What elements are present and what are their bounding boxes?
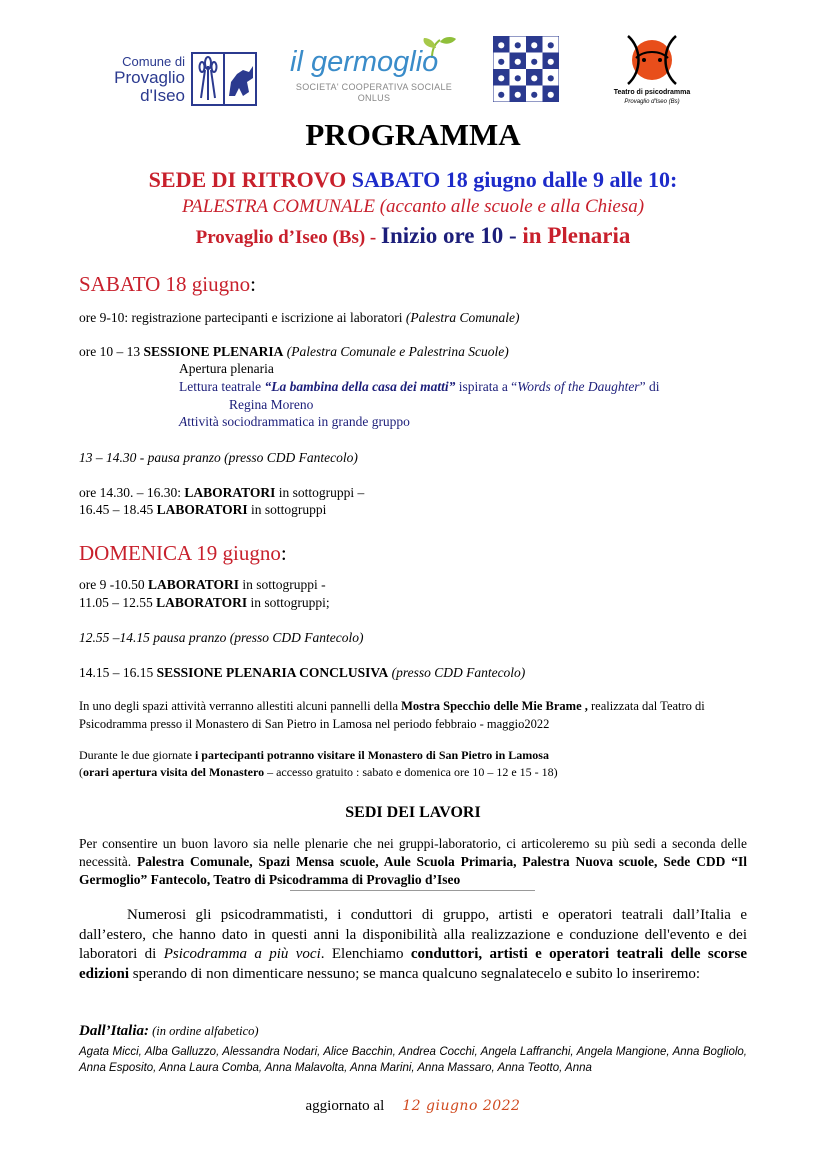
domenica-conclusiva (79, 664, 747, 682)
domenica-heading-text: DOMENICA 19 giugno (79, 541, 281, 565)
monastero-d: orari apertura visita del Monastero (83, 765, 265, 779)
concl-bold: SESSIONE PLENARIA CONCLUSIVA (156, 665, 389, 680)
comune-provaglio-logo (105, 52, 265, 108)
plenaria-text: in Plenaria (522, 223, 631, 248)
lettura-author: Regina Moreno (229, 397, 314, 412)
attivita-text: ttività sociodrammatica in grande gruppo (187, 414, 410, 429)
sedi-list: Palestra Comunale, Spazi Mensa scuole, Aule Scuola Primaria, Palestra Nuova scuole, Sede CDD “Il Germoglio” Fantecolo, Teatro di Psicodramma di Provaglio d’Iseo (79, 854, 747, 887)
concl-place: (presso CDD Fantecolo) (388, 665, 526, 680)
sabato-plenaria (79, 343, 747, 361)
italia-note: (in ordine alfabetico) (149, 1024, 259, 1038)
sabato-heading (79, 272, 256, 297)
numerosi-c: . Elenchiamo (320, 946, 411, 962)
dom-lab2-rest: in sottogruppi; (247, 595, 330, 610)
footer-date: 12 giugno 2022 (402, 1098, 521, 1114)
sab-lab1-bold: LABORATORI (184, 485, 276, 500)
monastero-c: ( (79, 765, 83, 779)
sabato-pausa: 13 – 14.30 - pausa pranzo (presso CDD Fantecolo) (79, 450, 358, 465)
numerosi-a: Numerosi gli psicodrammatisti, i conduttori di gruppo, artisti e operatori teatrali dall’Italia e dall’estero, che hanno dato in questi anni la disponibilità alla realizzazione e conduzione dell'evento e dei laboratori di (79, 907, 747, 962)
domenica-lab2 (79, 594, 747, 612)
concl-time: 14.15 – 16.15 (79, 665, 157, 680)
dom-lab2-time: 11.05 – 12.55 (79, 595, 157, 610)
monastero-b: i partecipanti potranno visitare il Monastero di San Pietro in Lamosa (194, 748, 549, 762)
teatro-line2: Provaglio d'Iseo (Bs) (624, 99, 680, 105)
lettura-teatrale (179, 378, 739, 396)
italia-title: Dall’Italia: (79, 1023, 149, 1039)
italia-names: Agata Micci, Alba Galluzzo, Alessandra Nodari, Alice Bacchin, Andrea Cocchi, Angela Laffranchi, Angela Mangione, Anna Bogliolo, Anna Esposito, Anna Laura Comba, Anna Malavolta, Anna Marini, Anna Massaro, Anna Teotto, Anna (79, 1046, 747, 1074)
domenica-heading (79, 541, 287, 566)
palestra-line: PALESTRA COMUNALE (accanto alle scuole e alla Chiesa) (181, 196, 645, 217)
numerosi-paragraph (79, 906, 747, 984)
inizio-line (0, 223, 826, 249)
germoglio-sub2: ONLUS (357, 93, 391, 103)
mostra-title: Mostra Specchio delle Mie Brame , (401, 699, 588, 713)
lettura-title: “La bambina della casa dei matti” (264, 379, 456, 394)
sedi-heading: SEDI DEI LAVORI (345, 804, 481, 821)
teatro-mask-icon (622, 32, 682, 88)
logo-bar (0, 30, 826, 110)
mostra-a: In uno degli spazi attività verranno allestiti alcuni pannelli della (79, 699, 402, 713)
footer-updated (0, 1098, 826, 1115)
comune-line3: d'Iseo (140, 86, 185, 105)
dom-lab2-bold: LABORATORI (156, 595, 248, 610)
sab-lab2-rest: in sottogruppi (247, 502, 327, 517)
attivita-initial: A (179, 414, 188, 429)
ritrovo-date: SABATO 18 giugno dalle 9 alle 10: (351, 167, 678, 192)
lettura-source: Words of the Daughter (517, 379, 640, 394)
sab-lab1-rest: in sottogruppi – (275, 485, 365, 500)
dom-lab1-bold: LABORATORI (147, 577, 240, 592)
ritrovo-line (0, 167, 826, 193)
mostra-paragraph (79, 697, 747, 733)
lettura-di: ” di (639, 379, 660, 394)
comune-logo-text (105, 54, 185, 105)
germoglio-subtitle (288, 82, 460, 104)
italia-heading (79, 1022, 747, 1040)
comune-crest-icon (191, 52, 257, 106)
sab-lab2-time: 16.45 – 18.45 (79, 502, 157, 517)
inizio-text: Inizio ore 10 - (381, 223, 523, 248)
footer-label: aggiornato al (305, 1098, 385, 1114)
domenica-lab1 (79, 576, 747, 594)
page-title: PROGRAMMA (305, 117, 521, 152)
monastero-e: – accesso gratuito : sabato e domenica ore 10 – 12 e 15 - 18) (264, 765, 558, 779)
hands-checkerboard-logo-icon (493, 36, 559, 102)
sedi-a: Per consentire un buon lavoro sia nelle plenarie che nei gruppi-laboratorio, ci articoleremo su più sedi a seconda delle necessità. (79, 836, 747, 869)
dom-lab1-rest: in sottogruppi - (239, 577, 326, 592)
numerosi-e: sperando di non dimenticare nessuno; se manca qualcuno segnalatecelo e subito lo inseriremo: (129, 965, 701, 982)
numerosi-d: conduttori, artisti e operatori teatrali delle scorse edizioni (79, 946, 748, 982)
attivita-sociodrammatica (179, 413, 739, 431)
sab-lab1-time: ore 14.30. – 16.30: (79, 485, 185, 500)
domenica-colon: : (280, 541, 287, 565)
teatro-psicodramma-logo (608, 30, 696, 110)
germoglio-logo (288, 36, 468, 106)
apertura-plenaria: Apertura plenaria (179, 361, 274, 376)
plen-time: ore 10 – 13 (79, 344, 144, 359)
lettura-label: Lettura teatrale (179, 379, 265, 394)
ritrovo-label: SEDE DI RITROVO (148, 167, 352, 192)
location-text: Provaglio d’Iseo (Bs) - (195, 227, 382, 248)
lettura-ispirata: ispirata a “ (455, 379, 518, 394)
separator-line (290, 890, 535, 891)
germoglio-name: il germoglio (290, 46, 439, 78)
germoglio-sub1: SOCIETA' COOPERATIVA SOCIALE (295, 82, 453, 92)
dom-lab1-time: ore 9 -10.50 (79, 577, 148, 592)
reg-text: ore 9-10: registrazione partecipanti e iscrizione ai laboratori (79, 310, 406, 325)
domenica-pausa: 12.55 –14.15 pausa pranzo (presso CDD Fantecolo) (79, 630, 364, 645)
monastero-paragraph (79, 747, 747, 781)
sabato-colon: : (250, 272, 256, 296)
sabato-registrazione (79, 309, 747, 327)
comune-line2: Provaglio (114, 68, 185, 87)
reg-place: (Palestra Comunale) (405, 310, 520, 325)
sedi-paragraph (79, 835, 747, 889)
sabato-heading-text: SABATO 18 giugno (79, 272, 251, 296)
sabato-lab1 (79, 484, 747, 502)
sab-lab2-bold: LABORATORI (156, 502, 248, 517)
teatro-line1: Teatro di psicodramma (613, 89, 691, 96)
monastero-a: Durante le due giornate (79, 748, 195, 762)
numerosi-b: Psicodramma a più voci (163, 946, 321, 962)
plen-place: (Palestra Comunale e Palestrina Scuole) (283, 344, 509, 359)
comune-line1: Comune di (122, 54, 185, 69)
mostra-c: realizzata dal Teatro di Psicodramma presso il Monastero di San Pietro in Lamosa nel periodo febbraio - maggio2022 (79, 699, 705, 731)
sabato-lab2 (79, 501, 747, 519)
plen-title: SESSIONE PLENARIA (143, 344, 284, 359)
